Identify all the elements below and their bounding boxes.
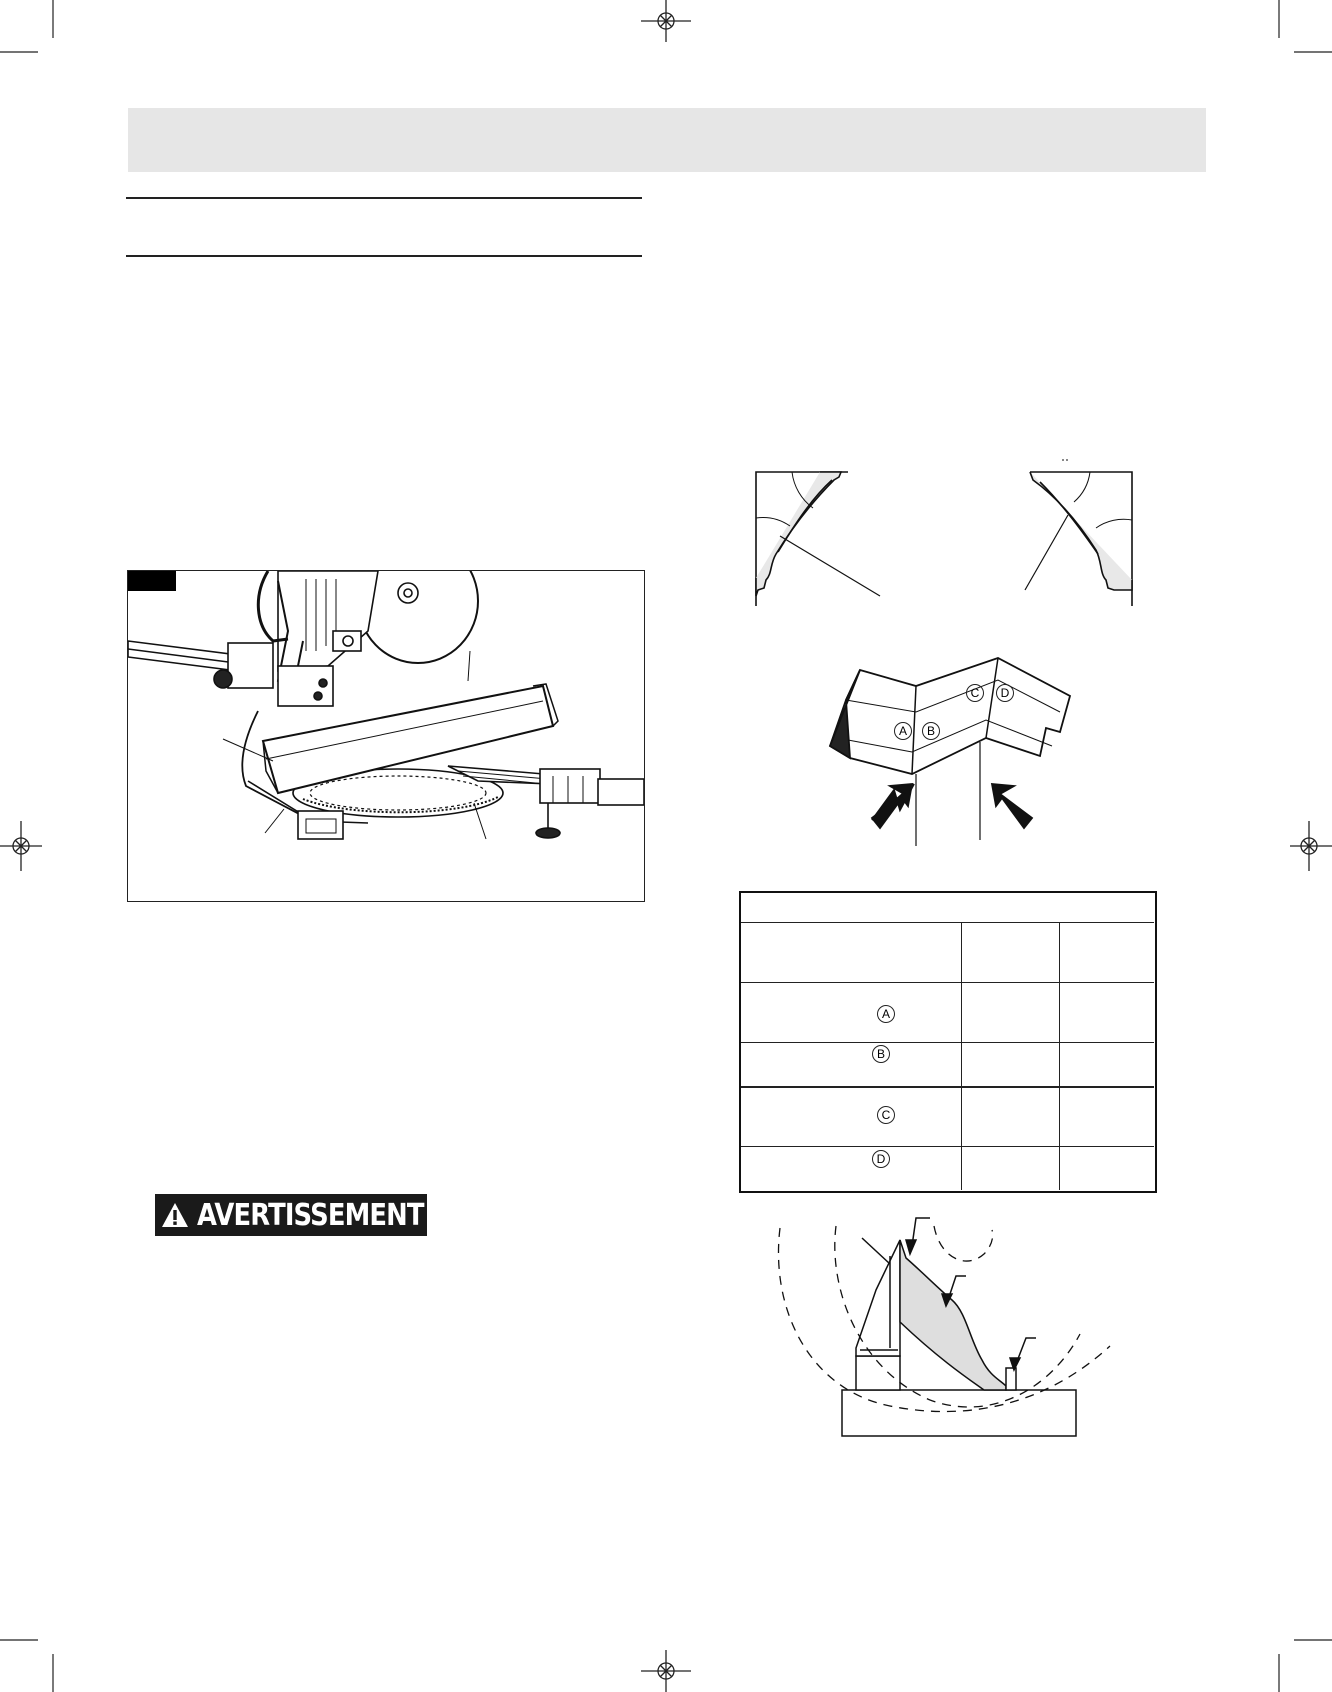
cut-settings-table xyxy=(739,891,1157,1193)
section-rule-top xyxy=(126,197,642,199)
warning-text: AVERTISSEMENT xyxy=(197,1197,424,1233)
table-col-divider-1 xyxy=(961,922,962,1190)
corner-assembly-diagram xyxy=(820,650,1080,850)
table-col-divider-2 xyxy=(1059,922,1060,1190)
table-row-line-1 xyxy=(741,982,1154,983)
section-rule-bottom xyxy=(126,255,642,257)
joint-label-b: B xyxy=(922,722,940,740)
table-row-line-4 xyxy=(741,1146,1154,1147)
saw-figure xyxy=(127,570,645,902)
table-row-marker: C xyxy=(877,1106,895,1124)
registration-mark-bottom xyxy=(641,1650,691,1692)
joint-label-c: C xyxy=(966,684,984,702)
warning-label xyxy=(155,1194,427,1236)
table-header-row xyxy=(741,893,1154,923)
registration-mark-top xyxy=(641,0,691,42)
miter-saw-illustration xyxy=(128,571,644,901)
header-band xyxy=(128,108,1206,172)
table-row-line-2 xyxy=(741,1042,1154,1043)
joint-label-d: D xyxy=(996,684,1014,702)
crown-angle-diagram xyxy=(740,440,1180,610)
registration-mark-right xyxy=(1290,821,1332,871)
registration-mark-left xyxy=(0,821,42,871)
table-row-marker: A xyxy=(877,1005,895,1023)
crown-on-table-diagram xyxy=(770,1210,1130,1450)
table-row-marker: B xyxy=(872,1045,890,1063)
table-row-line-3 xyxy=(741,1086,1154,1088)
joint-label-a: A xyxy=(894,722,912,740)
warning-triangle-icon xyxy=(161,1201,189,1229)
table-row-marker: D xyxy=(872,1150,890,1168)
